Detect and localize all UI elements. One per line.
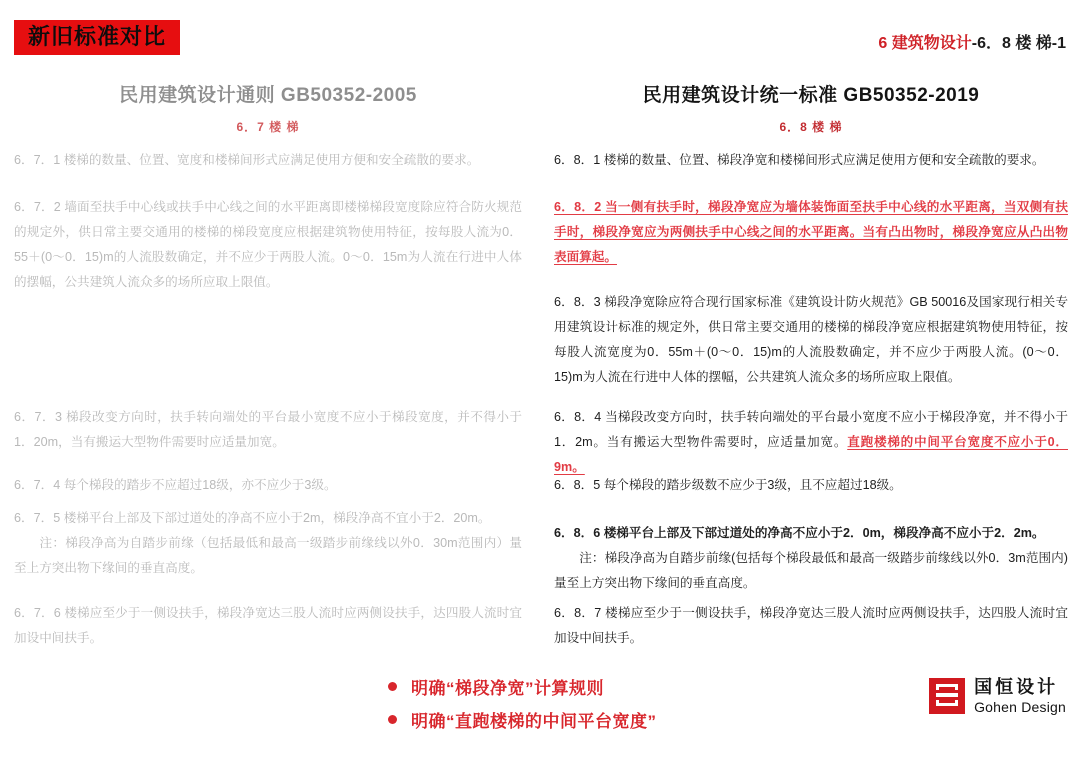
breadcrumb-chapter: 6 建筑物设计 — [878, 35, 972, 52]
new-standard-body — [554, 148, 1068, 668]
logo-name-en: Gohen Design — [974, 698, 1066, 715]
note-text: 注：梯段净高为自踏步前缘（包括最低和最高一级踏步前缘线以外0．30m范围内）量至上方突出物下缘间的垂直高度。 — [14, 536, 522, 575]
clause-6-8-2: 6．8．2 当一侧有扶手时，梯段净宽应为墙体装饰面至扶手中心线的水平距离，当双侧有扶手时，梯段净宽应为两侧扶手中心线之间的水平距离。当有凸出物时，梯段净宽应从凸出物表面算起。 — [554, 200, 1068, 264]
clause-6-8-4-base: 6．8．4 当梯段改变方向时，扶手转向端处的平台最小宽度不应小于梯段净宽，并不得小于1．2m。当有搬运大型物件需要时，应适量加宽。 — [554, 410, 1068, 449]
summary-bullets — [388, 674, 657, 740]
gohen-logo-mark-icon — [929, 678, 965, 714]
standards-comparison — [0, 62, 1080, 668]
clause-6-7-5: 6．7．5 楼梯平台上部及下部过道处的净高不应小于2m，梯段净高不宜小于2．20m。 — [14, 511, 491, 525]
logo-name-cn: 国恒设计 — [974, 677, 1059, 697]
clause-6-7-5-note — [14, 531, 522, 581]
clause-6-8-5: 6．8．5 每个梯段的踏步级数不应少于3级，且不应超过18级。 — [554, 478, 902, 492]
summary-bullet-2-label: 明确“直跑楼梯的中间平台宽度” — [411, 712, 657, 731]
clause-6-7-6: 6．7．6 楼梯应至少于一侧设扶手，梯段净宽达三股人流时应两侧设扶手，达四股人流时宜加设中间扶手。 — [14, 606, 522, 645]
page-header — [0, 0, 1080, 62]
bullet-dot-icon — [388, 715, 397, 724]
clause-6-7-2: 6．7．2 墙面至扶手中心线或扶手中心线之间的水平距离即楼梯梯段宽度除应符合防火规范的规定外，供日常主要交通用的楼梯的梯段宽度应根据建筑物使用特征，按每股人流为0．55＋(0～0．15)m的人流股数确定，并不应少于两股人流。0～0．15m为人流在行进中人体的摆幅，公共建筑人流众多的场所应取上限值。 — [14, 200, 522, 289]
new-standard-section: 6．8 楼 梯 — [779, 120, 843, 134]
clause-6-7-1: 6．7．1 楼梯的数量、位置、宽度和楼梯间形式应满足使用方便和安全疏散的要求。 — [14, 153, 480, 167]
clause-6-8-4-highlight: 直跑楼梯的中间平台宽度不应小于0．9m。 — [554, 435, 1068, 474]
old-standard-title: 民用建筑设计通则 GB50352-2005 — [119, 85, 417, 106]
logo-wordmark — [974, 678, 1066, 715]
summary-bullet-1-label: 明确“梯段净宽”计算规则 — [411, 679, 604, 698]
clause-6-8-1: 6．8．1 楼梯的数量、位置、梯段净宽和楼梯间形式应满足使用方便和安全疏散的要求。 — [554, 153, 1045, 167]
clause-6-7-3: 6．7．3 梯段改变方向时，扶手转向端处的平台最小宽度不应小于梯段宽度，并不得小于1．20m，当有搬运大型物件需要时应适量加宽。 — [14, 410, 522, 449]
old-standard-section: 6．7 楼 梯 — [236, 120, 300, 134]
note-text: 注：梯段净高为自踏步前缘(包括每个梯段最低和最高一级踏步前缘线以外0．3m范围内)量至上方突出物下缘间的垂直高度。 — [554, 551, 1068, 590]
old-standard-column — [0, 62, 540, 668]
header-breadcrumb — [878, 30, 1066, 53]
comparison-badge: 新旧标准对比 — [14, 20, 180, 55]
clause-6-8-6: 6．8．6 楼梯平台上部及下部过道处的净高不应小于2．0m，梯段净高不应小于2．2m。 — [554, 526, 1045, 540]
clause-6-7-4: 6．7．4 每个梯段的踏步不应超过18级，亦不应少于3级。 — [14, 478, 337, 492]
summary-bullet-2 — [388, 707, 657, 732]
breadcrumb-section: -6．8 楼 梯-1 — [971, 35, 1066, 52]
clause-6-8-4 — [554, 405, 1068, 480]
page-footer — [0, 668, 1080, 764]
clause-6-8-7: 6．8．7 楼梯应至少于一侧设扶手，梯段净宽达三股人流时应两侧设扶手，达四股人流时宜加设中间扶手。 — [554, 606, 1068, 645]
new-standard-column — [540, 62, 1080, 668]
old-standard-body — [14, 148, 522, 668]
clause-6-8-3: 6．8．3 梯段净宽除应符合现行国家标准《建筑设计防火规范》GB 50016及国家现行相关专用建筑设计标准的规定外，供日常主要交通用的楼梯的梯段净宽应根据建筑物使用特征，按每股人流宽度为0．55m＋(0～0．15)m的人流股数确定，并不应少于两股人流。(0～0．15)m为人流在行进中人体的摆幅，公共建筑人流众多的场所应取上限值。 — [554, 295, 1068, 384]
summary-bullet-1 — [388, 674, 657, 699]
company-logo — [929, 678, 1066, 715]
new-standard-title: 民用建筑设计统一标准 GB50352-2019 — [642, 85, 980, 106]
clause-6-8-6-note — [554, 546, 1068, 596]
bullet-dot-icon — [388, 682, 397, 691]
